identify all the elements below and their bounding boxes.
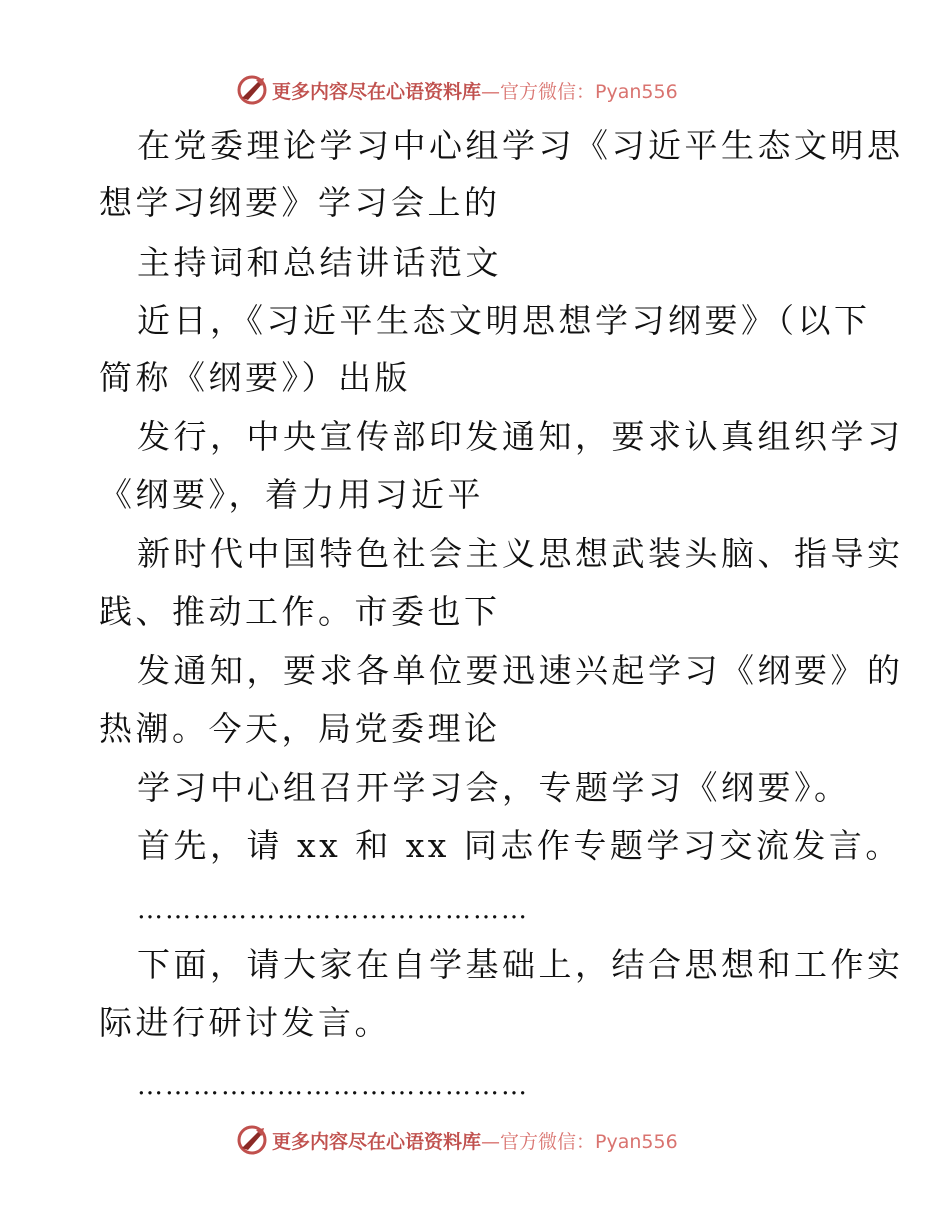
- quill-logo-icon: [236, 1124, 268, 1156]
- watermark-label: 官方微信：: [500, 80, 596, 103]
- header-watermark-text: [272, 77, 678, 104]
- footer-watermark-text: [272, 1127, 678, 1154]
- text-line: 在党委理论学习中心组学习《习近平生态文明思: [137, 126, 904, 165]
- watermark-handle: Pyan556: [595, 80, 678, 103]
- text-line: 简称《纲要》）出版: [99, 358, 411, 397]
- text-line: 首先，请 xx 和 xx 同志作专题学习交流发言。: [137, 826, 902, 865]
- footer-watermark: [236, 1122, 716, 1158]
- text-line: 践、推动工作。市委也下: [99, 592, 501, 631]
- ellipsis-line: ……………………………………: [137, 895, 529, 925]
- text-line: 热潮。今天，局党委理论: [99, 709, 501, 748]
- text-line: 主持词和总结讲话范文: [137, 243, 502, 282]
- text-line: 新时代中国特色社会主义思想武装头脑、指导实: [137, 534, 904, 573]
- text-line: 《纲要》，着力用习近平: [99, 475, 484, 514]
- text-line: 发行，中央宣传部印发通知，要求认真组织学习: [137, 417, 904, 456]
- watermark-brand: 更多内容尽在心语资料库: [272, 1130, 482, 1153]
- text-line: 近日，《习近平生态文明思想学习纲要》（以下: [137, 301, 871, 340]
- watermark-label: 官方微信：: [500, 1130, 596, 1153]
- watermark-dash: —: [481, 80, 501, 103]
- watermark-handle: Pyan556: [595, 1130, 678, 1153]
- quill-logo-icon: [236, 74, 268, 106]
- header-watermark: [236, 72, 716, 108]
- text-line: 下面，请大家在自学基础上，结合思想和工作实: [137, 945, 904, 984]
- text-line: 发通知，要求各单位要迅速兴起学习《纲要》的: [137, 651, 904, 690]
- watermark-brand: 更多内容尽在心语资料库: [272, 80, 482, 103]
- text-line: 想学习纲要》学习会上的: [99, 183, 501, 222]
- watermark-dash: —: [481, 1130, 501, 1153]
- text-line: 际进行研讨发言。: [99, 1003, 391, 1042]
- text-line: 学习中心组召开学习会，专题学习《纲要》。: [137, 768, 851, 807]
- ellipsis-line: ……………………………………: [137, 1071, 529, 1101]
